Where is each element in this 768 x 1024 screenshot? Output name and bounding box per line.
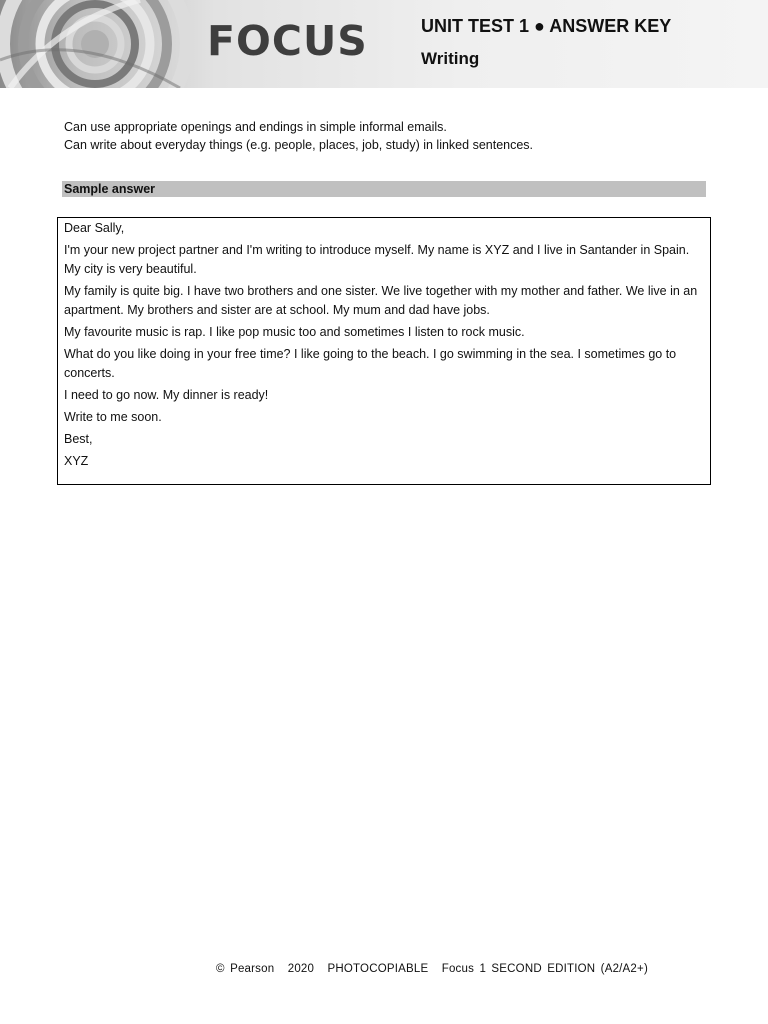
email-paragraph: Write to me soon. [64,410,162,424]
email-paragraph: What do you like doing in your free time? I like going to the beach. I go swimming in the sea. I sometimes go to concerts. [64,347,677,380]
email-paragraph: My family is quite big. I have two brothers and one sister. We live together with my mother and father. We live in an apartment. My brothers and sister are at school. My mum and dad have jobs. [64,284,698,317]
focus-logo-swirl [0,0,200,88]
sample-answer-heading: Sample answer [62,181,706,197]
unit-title: UNIT TEST 1 ● ANSWER KEY [421,16,672,36]
footer-photocopiable: PHOTOCOPIABLE [327,963,429,975]
brand-logo-text: FOCUS [207,17,368,65]
footer-copyright: © Pearson [216,963,275,975]
objective-line: Can use appropriate openings and endings in simple informal emails. [64,120,447,134]
email-paragraph: I need to go now. My dinner is ready! [64,388,269,402]
objective-line: Can write about everyday things (e.g. people, places, job, study) in linked sentences. [64,138,534,152]
email-paragraph: I'm your new project partner and I'm writing to introduce myself. My name is XYZ and I live in Santander in Spain. My city is very beautiful. [64,243,690,276]
email-greeting: Dear Sally, [64,221,125,235]
email-signature: XYZ [64,454,89,468]
page-header [0,0,768,88]
footer-edition: Focus 1 SECOND EDITION (A2/A2+) [441,963,648,975]
page-footer [216,963,656,975]
sample-answer-box [57,217,711,485]
learning-objectives [64,118,533,154]
email-signoff: Best, [64,432,93,446]
section-subtitle: Writing [421,49,480,68]
footer-year: 2020 [287,963,315,975]
email-paragraph: My favourite music is rap. I like pop music too and sometimes I listen to rock music. [64,325,525,339]
